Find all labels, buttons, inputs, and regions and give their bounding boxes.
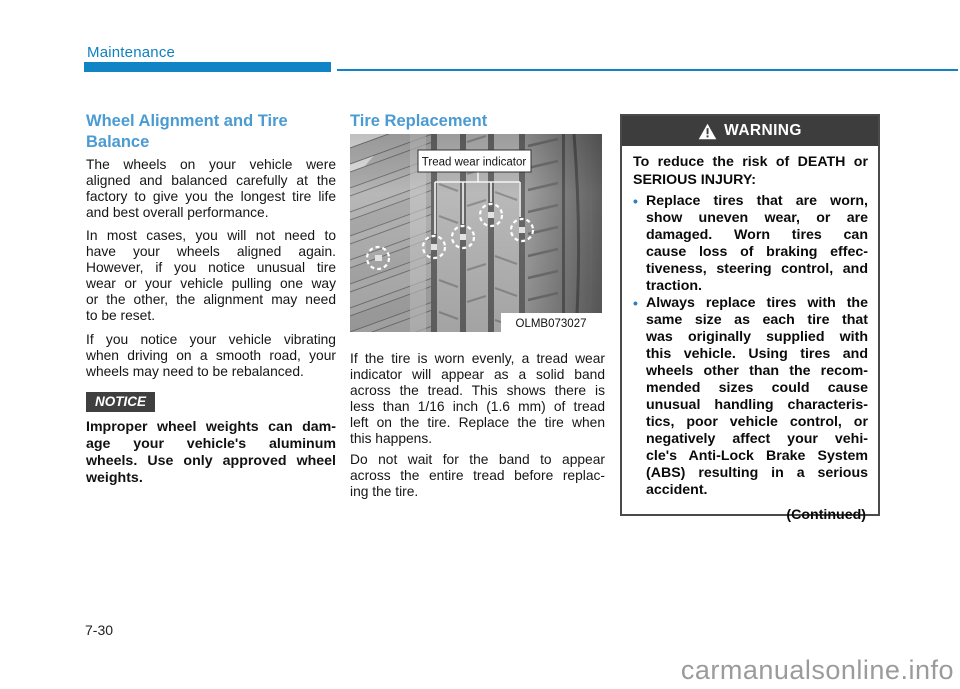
text-line: was originally supplied with [646, 329, 868, 345]
text-line: If you notice your vehicle vibrating [86, 332, 336, 347]
text-line: tiveness, steering control, and [646, 261, 868, 277]
warning-bullet-item [633, 295, 868, 499]
text-line: unusual handling characteris- [646, 397, 868, 413]
warning-box [620, 114, 880, 523]
text-line: cause loss of braking effec- [646, 244, 868, 260]
text-line: and best overall performance. [86, 205, 269, 220]
text-line: wheels. Use only approved wheel [86, 453, 336, 469]
text-line: cle's Anti-Lock Brake System [646, 448, 868, 464]
text-line: same size as each tire that [646, 312, 868, 328]
text-line: have your wheels aligned again. [86, 244, 336, 259]
text-line: weights. [86, 470, 143, 486]
warning-triangle-icon [698, 123, 717, 140]
text-line: The wheels on your vehicle were [86, 157, 336, 172]
text-line: Do not wait for the band to appear [350, 452, 605, 467]
text-line: when driving on a smooth road, your [86, 348, 336, 363]
text-line: However, if you notice unusual tire [86, 260, 336, 275]
text-line: indicator will appear as a solid band [350, 367, 605, 382]
left-column [86, 111, 336, 487]
text-line: factory to give you the longest tire life [86, 189, 336, 204]
section-heading-wheel-alignment [86, 111, 336, 153]
text-line: wheels may need to be rebalanced. [86, 364, 304, 379]
section-heading-tire-replacement: Tire Replacement [350, 112, 488, 130]
text-line: damaged. Worn tires can [646, 227, 868, 243]
image-code-text: OLMB073027 [515, 318, 587, 330]
paragraph [86, 228, 336, 324]
text-line: Improper wheel weights can dam- [86, 419, 336, 435]
warning-title: WARNING [724, 122, 802, 139]
text-line: to be reset. [86, 308, 156, 323]
text-line: aligned and balanced carefully at the [86, 173, 336, 188]
callout-label-text: Tread wear indicator [421, 156, 527, 169]
text-line: Balance [86, 133, 150, 151]
text-line: this vehicle. Using tires and [646, 346, 868, 362]
middle-column [350, 111, 605, 500]
text-line: Replace tires that are worn, [646, 193, 868, 209]
notice-badge: NOTICE [86, 392, 155, 412]
warning-bullet-list [633, 193, 868, 499]
text-line: or the other, the alignment may need [86, 292, 336, 307]
text-line: tics, poor vehicle control, or [646, 414, 868, 430]
text-line: show uneven wear, or are [646, 210, 868, 226]
text-line: SERIOUS INJURY: [633, 171, 756, 188]
paragraph [86, 157, 336, 221]
warning-header [622, 116, 878, 146]
text-line: across the tread. This shows there is [350, 383, 605, 398]
page-number: 7-30 [85, 622, 114, 638]
header-rule-line [337, 69, 958, 71]
tire-tread-figure [350, 134, 602, 332]
text-line: In most cases, you will not need to [86, 228, 336, 243]
text-line: Always replace tires with the [646, 295, 868, 311]
text-line: mended sizes could cause [646, 380, 868, 396]
bullet-text [646, 295, 868, 499]
bullet-text [646, 193, 868, 295]
text-line: To reduce the risk of DEATH or [633, 154, 868, 170]
chapter-title-underline [84, 62, 331, 72]
paragraph [86, 332, 336, 380]
text-line: accident. [646, 482, 708, 498]
text-line: (ABS) resulting in a serious [646, 465, 868, 481]
bullet-dot: • [633, 295, 638, 311]
text-line: wheels other than the recom- [646, 363, 868, 379]
warning-continued: (Continued) [786, 507, 866, 523]
chapter-title: Maintenance [87, 44, 176, 61]
warning-bullet-item [633, 193, 868, 295]
text-line: this happens. [350, 431, 433, 446]
warning-body [622, 146, 878, 523]
text-line: wear or your vehicle pulling one way [86, 276, 336, 291]
text-line: If the tire is worn evenly, a tread wear [350, 351, 605, 366]
text-line: across the entire tread before replac- [350, 468, 605, 483]
notice-text [86, 419, 336, 487]
text-line: less than 1/16 inch (1.6 mm) of tread [350, 399, 605, 414]
text-line: negatively affect your vehi- [646, 431, 868, 447]
text-line: ing the tire. [350, 484, 419, 499]
text-line: traction. [646, 278, 702, 294]
text-line: Wheel Alignment and Tire [86, 112, 288, 130]
text-line: age your vehicle's aluminum [86, 436, 336, 452]
text-line: left on the tire. Replace the tire when [350, 415, 605, 430]
bullet-dot: • [633, 193, 638, 209]
warning-intro [633, 154, 868, 189]
paragraph [350, 452, 605, 500]
watermark: carmanualsonline.info [680, 655, 954, 685]
paragraph [350, 351, 605, 447]
